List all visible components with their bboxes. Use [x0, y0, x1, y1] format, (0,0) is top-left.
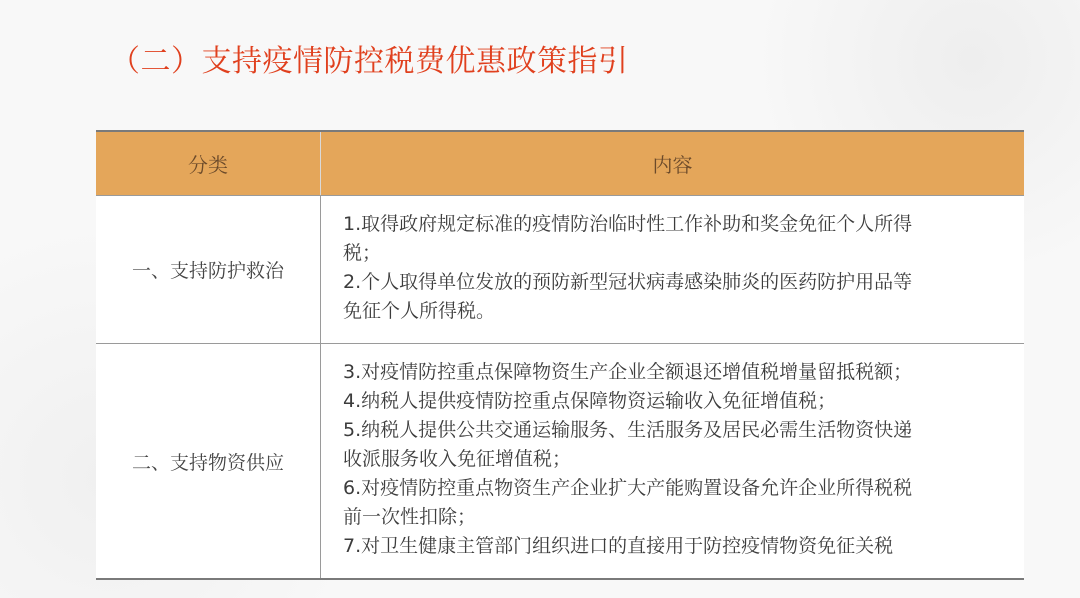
table-header: [96, 132, 1024, 195]
content-line: 3.对疫情防控重点保障物资生产企业全额退还增值税增量留抵税额；: [343, 361, 913, 383]
table-row: [96, 343, 1024, 578]
row-content: [321, 344, 1024, 578]
content-line: 5.纳税人提供公共交通运输服务、生活服务及居民必需生活物资快递: [343, 419, 913, 441]
row-category: 二、支持物资供应: [96, 344, 321, 578]
content-line: 收派服务收入免征增值税；: [343, 448, 572, 470]
row-category: 一、支持防护救治: [96, 196, 321, 343]
table-row: [96, 195, 1024, 343]
header-content: 内容: [652, 153, 693, 177]
row-content: [321, 196, 1024, 343]
content-line: 税；: [343, 242, 382, 264]
content-line: 4.纳税人提供疫情防控重点保障物资运输收入免征增值税；: [343, 390, 837, 412]
content-line: 前一次性扣除；: [343, 506, 477, 528]
content-line: 7.对卫生健康主管部门组织进口的直接用于防控疫情物资免征关税: [343, 535, 894, 557]
policy-table: [96, 130, 1024, 580]
content-line: 2.个人取得单位发放的预防新型冠状病毒感染肺炎的医药防护用品等: [343, 271, 913, 293]
header-category: 分类: [96, 132, 321, 195]
content-line: 1.取得政府规定标准的疫情防治临时性工作补助和奖金免征个人所得: [343, 213, 913, 235]
content-line: 免征个人所得税。: [343, 300, 496, 322]
content-line: 6.对疫情防控重点物资生产企业扩大产能购置设备允许企业所得税税: [343, 477, 913, 499]
page-title: （二）支持疫情防控税费优惠政策指引: [110, 44, 629, 79]
